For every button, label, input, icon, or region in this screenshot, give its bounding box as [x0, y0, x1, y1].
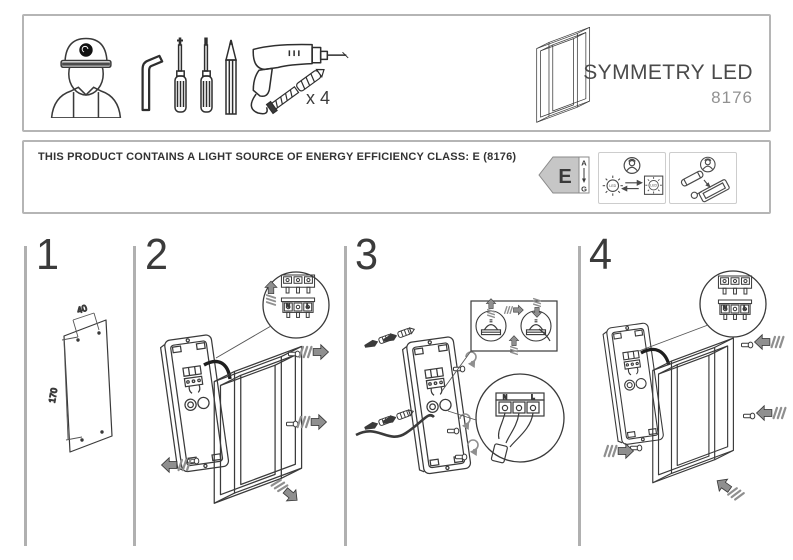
pencil-icon	[220, 36, 242, 120]
step-4-diagram	[583, 253, 791, 550]
step-4-number: 4	[589, 230, 613, 279]
divider-step-1	[24, 246, 27, 546]
mounting-plate	[402, 336, 471, 475]
led-sun-label-2: LED	[650, 183, 657, 188]
installer-icon	[42, 26, 130, 118]
led-replace-icon	[599, 153, 665, 203]
energy-class-arrow	[538, 154, 590, 196]
dim-height-label: 170	[46, 387, 60, 404]
product-title-block	[583, 62, 753, 106]
step-1-number: 1	[36, 230, 60, 279]
step-2-number: 2	[145, 230, 169, 279]
divider-step-4	[578, 246, 581, 546]
product-name: SYMMETRY LED	[583, 61, 753, 84]
terminal-l-label: L	[531, 395, 535, 401]
energy-scale-top: A	[581, 158, 587, 168]
led-sun-label-1: LED	[609, 183, 617, 188]
header-box	[22, 14, 771, 132]
terminal-l-label: L	[743, 305, 747, 312]
lamp-frame	[653, 338, 734, 483]
step-1-diagram	[42, 276, 142, 486]
flat-screwdriver-icon	[194, 36, 218, 120]
mounting-plate	[602, 323, 664, 446]
energy-box	[22, 140, 771, 214]
allen-key-icon	[137, 50, 165, 114]
phillips-screwdriver-icon	[168, 36, 192, 120]
led-module-service-icon	[670, 153, 736, 203]
led-replace-box	[598, 152, 666, 204]
energy-scale-bottom: G	[581, 184, 587, 194]
product-code: 8176	[711, 88, 753, 107]
terminal-n-label: N	[723, 305, 727, 312]
terminal-n-label: N	[502, 395, 508, 401]
step-3-diagram	[350, 253, 565, 550]
connection-wire	[641, 349, 669, 365]
mounting-plate	[160, 334, 229, 473]
terminal-l-label: L	[306, 303, 310, 310]
step-2-diagram	[138, 253, 343, 550]
led-module-box	[669, 152, 737, 204]
anchor-quantity-label: x 4	[306, 88, 331, 108]
divider-step-3	[344, 246, 347, 546]
energy-notice-text: THIS PRODUCT CONTAINS A LIGHT SOURCE OF ENERGY EFFICIENCY CLASS: E (8176)	[38, 151, 517, 163]
step-3-number: 3	[355, 230, 379, 279]
dim-width-label: 40	[75, 302, 89, 316]
terminal-n-label: N	[286, 303, 290, 310]
disconnect-up-arrow	[265, 281, 277, 305]
energy-class-letter: E	[558, 166, 572, 188]
